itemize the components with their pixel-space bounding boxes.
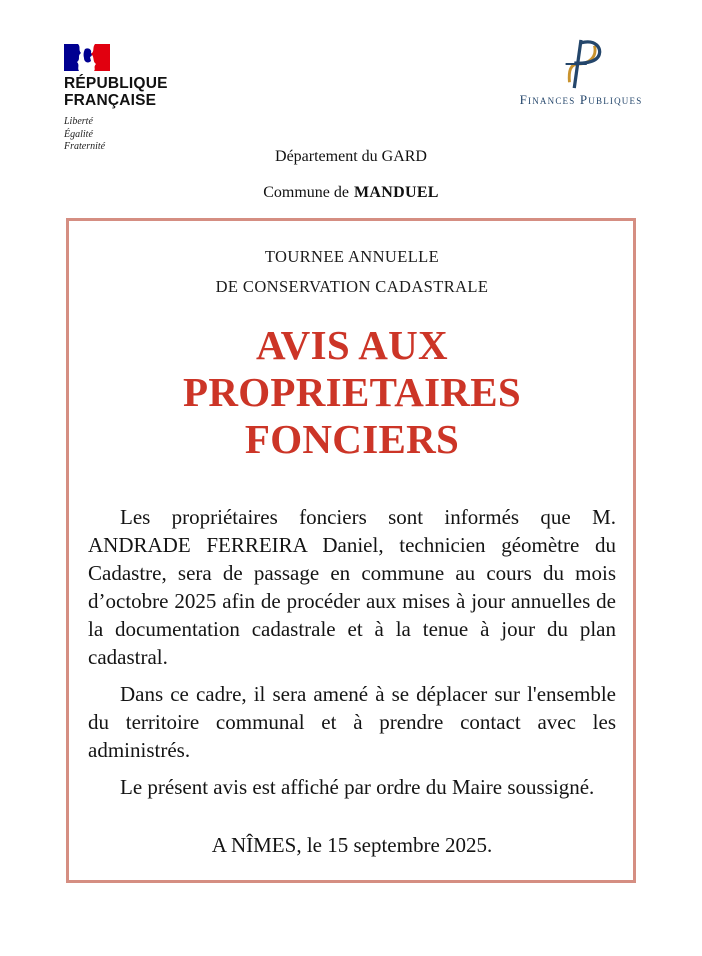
notice-subtitle-line1: TOURNEE ANNUELLE <box>264 247 440 266</box>
republique-francaise-logo <box>64 44 168 154</box>
commune-name: MANDUEL <box>354 184 439 201</box>
notice-paragraph-2: Dans ce cadre, il sera amené à se déplacer sur l'ensemble du territoire communal et à prendre contact avec les administrés. <box>88 682 616 762</box>
republic-motto: Liberté Égalité Fraternité <box>64 116 106 152</box>
notice-date-line: A NÎMES, le 15 septembre 2025. <box>211 833 493 857</box>
notice-title-line1: AVIS AUX <box>256 322 448 368</box>
notice-title <box>88 322 616 463</box>
department-line: Département du GARD <box>275 148 427 165</box>
republic-title: RÉPUBLIQUE FRANÇAISE <box>64 75 168 109</box>
notice-paragraph-3: Le présent avis est affiché par ordre du Maire soussigné. <box>120 775 595 799</box>
notice-body <box>88 503 616 801</box>
notice-title-line2: PROPRIETAIRES FONCIERS <box>182 369 522 462</box>
finances-publiques-label: Finances Publiques <box>519 92 643 107</box>
french-flag-icon <box>64 44 110 71</box>
notice-paragraph-1: Les propriétaires fonciers sont informés que M. ANDRADE FERREIRA Daniel, technicien géomètre du Cadastre, sera de passage en commune au cours du mois d’octobre 2025 afin de procéder aux mises à jour annuelles de la documentation cadastrale et à la tenue à jour du plan cadastral. <box>88 505 616 669</box>
commune-prefix: Commune de <box>263 184 349 201</box>
finances-publiques-logo <box>516 38 646 108</box>
commune-line <box>0 184 702 202</box>
notice-box <box>66 218 636 883</box>
notice-subtitle-line2: DE CONSERVATION CADASTRALE <box>215 277 489 296</box>
fp-monogram-icon <box>557 38 605 90</box>
